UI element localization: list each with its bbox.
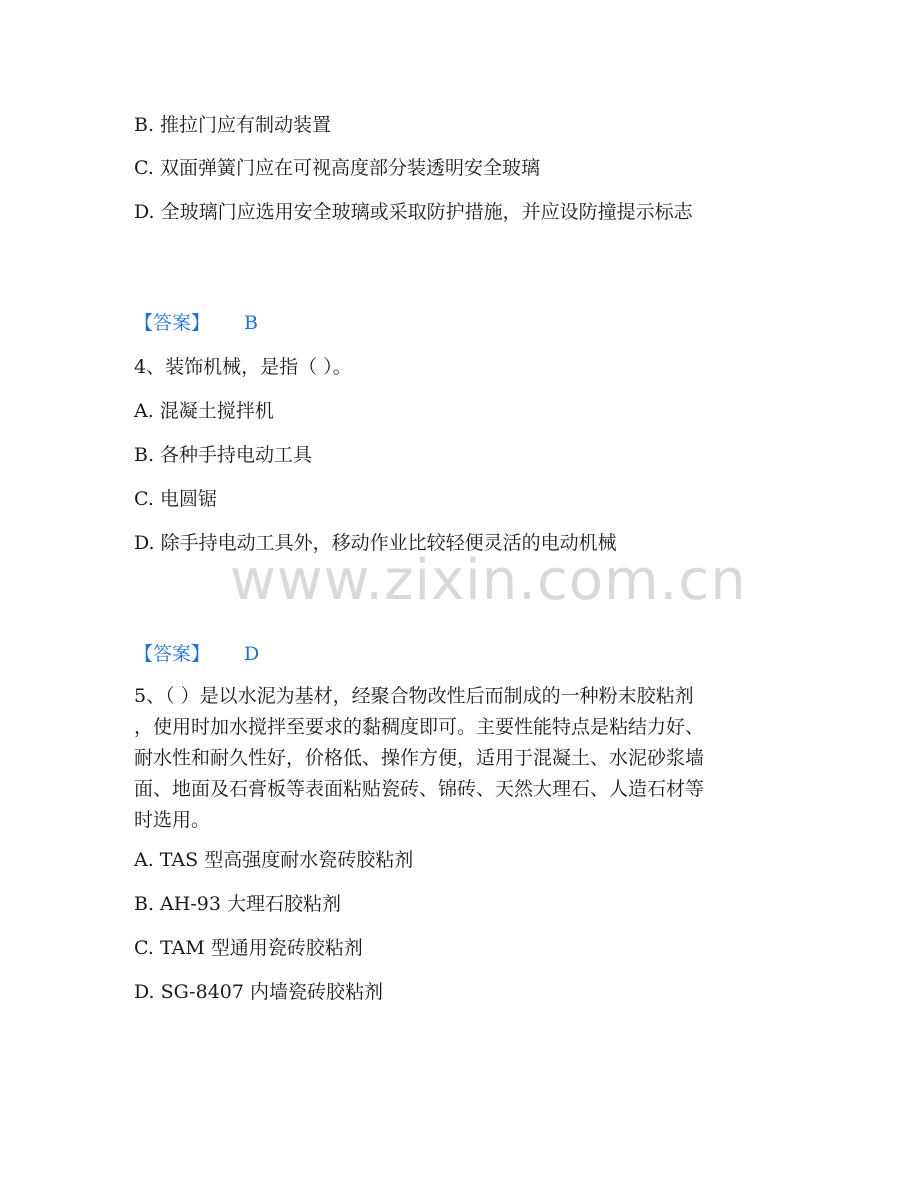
answer-value: B bbox=[244, 312, 258, 334]
q5-option-d: D. SG-8407 内墙瓷砖胶粘剂 bbox=[134, 981, 383, 1003]
q5-option-a: A. TAS 型高强度耐水瓷砖胶粘剂 bbox=[134, 849, 414, 871]
answer-tag: 【答案】 bbox=[134, 312, 211, 334]
q5-stem-line: 耐水性和耐久性好，价格低、操作方便，适用于混凝土、水泥砂浆墙 bbox=[134, 747, 705, 769]
q3-option-b: B. 推拉门应有制动装置 bbox=[134, 114, 332, 136]
answer-value: D bbox=[244, 643, 260, 665]
q4-option-d: D. 除手持电动工具外，移动作业比较轻便灵活的电动机械 bbox=[134, 532, 617, 554]
q5-stem-line: 时选用。 bbox=[134, 809, 211, 831]
q5-stem-line: 5、（ ）是以水泥为基材，经聚合物改性后而制成的一种粉末胶粘剂 bbox=[134, 685, 694, 707]
q4-option-c: C. 电圆锯 bbox=[134, 488, 217, 510]
q4-option-b: B. 各种手持电动工具 bbox=[134, 444, 313, 466]
q4-option-a: A. 混凝土搅拌机 bbox=[134, 400, 274, 422]
q5-stem bbox=[134, 681, 784, 836]
q5-option-c: C. TAM 型通用瓷砖胶粘剂 bbox=[134, 937, 363, 959]
q3-answer bbox=[134, 311, 258, 335]
q3-option-d: D. 全玻璃门应选用安全玻璃或采取防护措施，并应设防撞提示标志 bbox=[134, 201, 693, 223]
q5-stem-line: ，使用时加水搅拌至要求的黏稠度即可。主要性能特点是粘结力好、 bbox=[134, 716, 705, 738]
q5-stem-line: 面、地面及石膏板等表面粘贴瓷砖、锦砖、天然大理石、人造石材等 bbox=[134, 778, 705, 800]
q4-answer bbox=[134, 642, 259, 666]
q3-option-c: C. 双面弹簧门应在可视高度部分装透明安全玻璃 bbox=[134, 157, 540, 179]
watermark: www.zixin.com.cn bbox=[230, 548, 747, 613]
answer-tag: 【答案】 bbox=[134, 643, 211, 665]
q5-option-b: B. AH-93 大理石胶粘剂 bbox=[134, 893, 341, 915]
q4-stem: 4、装饰机械，是指（ ）。 bbox=[134, 356, 352, 378]
